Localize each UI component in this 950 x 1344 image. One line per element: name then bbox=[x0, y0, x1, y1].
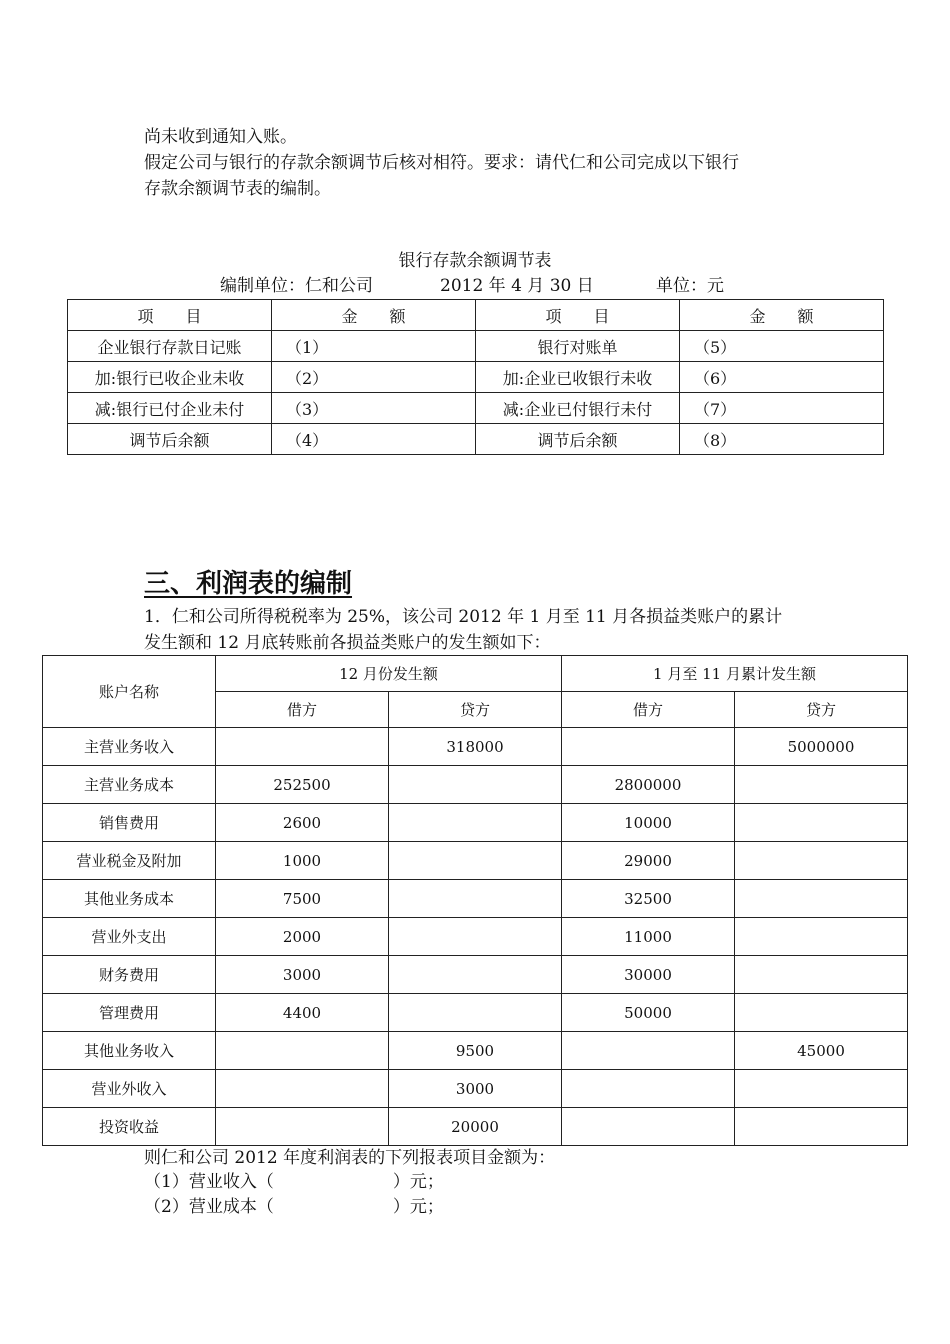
profit-cell bbox=[216, 1032, 389, 1070]
profit-cell: 45000 bbox=[735, 1032, 908, 1070]
profit-cell bbox=[735, 918, 908, 956]
table-row bbox=[43, 1070, 908, 1108]
profit-cell: 投资收益 bbox=[43, 1108, 216, 1146]
recon-cell: （2） bbox=[272, 362, 476, 393]
table-row bbox=[68, 362, 884, 393]
profit-cell bbox=[735, 1108, 908, 1146]
profit-cell bbox=[735, 804, 908, 842]
question-line-1: 1．仁和公司所得税税率为 25%，该公司 2012 年 1 月至 11 月各损益类账户的累计 bbox=[144, 607, 783, 627]
profit-cell bbox=[735, 842, 908, 880]
profit-cell: 30000 bbox=[562, 956, 735, 994]
table-row bbox=[43, 842, 908, 880]
table-row bbox=[43, 880, 908, 918]
recon-cell: 调节后余额 bbox=[476, 424, 680, 455]
recon-cell: （6） bbox=[680, 362, 884, 393]
profit-cell: 252500 bbox=[216, 766, 389, 804]
profit-header-credit: 贷方 bbox=[389, 692, 562, 728]
profit-cell bbox=[389, 956, 562, 994]
profit-cell bbox=[562, 1032, 735, 1070]
table-row bbox=[43, 956, 908, 994]
profit-cell bbox=[216, 1108, 389, 1146]
profit-cell: 营业外支出 bbox=[43, 918, 216, 956]
profit-cell bbox=[389, 994, 562, 1032]
profit-cell: 销售费用 bbox=[43, 804, 216, 842]
table-row bbox=[43, 804, 908, 842]
recon-cell: （4） bbox=[272, 424, 476, 455]
intro-line-2: 假定公司与银行的存款余额调节后核对相符。要求：请代仁和公司完成以下银行 bbox=[144, 153, 739, 173]
profit-header-row-1 bbox=[43, 656, 908, 692]
profit-cell bbox=[562, 1108, 735, 1146]
profit-cell: 2600 bbox=[216, 804, 389, 842]
profit-cell: 管理费用 bbox=[43, 994, 216, 1032]
table-row bbox=[43, 728, 908, 766]
profit-cell: 29000 bbox=[562, 842, 735, 880]
profit-cell: 7500 bbox=[216, 880, 389, 918]
recon-date: 2012 年 4 月 30 日 bbox=[440, 276, 594, 296]
intro-line-3: 存款余额调节表的编制。 bbox=[144, 179, 331, 199]
table-row bbox=[43, 1032, 908, 1070]
recon-cell: 加:银行已收企业未收 bbox=[68, 362, 272, 393]
recon-table bbox=[67, 299, 884, 455]
table-row bbox=[43, 766, 908, 804]
table-row bbox=[43, 994, 908, 1032]
table-row bbox=[43, 918, 908, 956]
profit-header-cumulative: 1 月至 11 月累计发生额 bbox=[562, 656, 908, 692]
profit-cell bbox=[735, 994, 908, 1032]
table-row bbox=[68, 331, 884, 362]
profit-cell: 3000 bbox=[216, 956, 389, 994]
after-item-1: （1）营业收入（ ）元； bbox=[144, 1172, 444, 1192]
profit-cell bbox=[735, 1070, 908, 1108]
recon-cell: （3） bbox=[272, 393, 476, 424]
profit-cell: 9500 bbox=[389, 1032, 562, 1070]
profit-cell: 32500 bbox=[562, 880, 735, 918]
recon-unit-label: 编制单位：仁和公司 bbox=[220, 276, 373, 296]
profit-cell bbox=[389, 880, 562, 918]
profit-cell: 20000 bbox=[389, 1108, 562, 1146]
profit-header-debit: 借方 bbox=[562, 692, 735, 728]
recon-title: 银行存款余额调节表 bbox=[398, 251, 552, 271]
recon-header-amount-left: 金 额 bbox=[272, 300, 476, 331]
profit-cell bbox=[389, 804, 562, 842]
table-row bbox=[68, 424, 884, 455]
recon-cell: 减:银行已付企业未付 bbox=[68, 393, 272, 424]
profit-cell: 营业外收入 bbox=[43, 1070, 216, 1108]
intro-line-1: 尚未收到通知入账。 bbox=[144, 127, 297, 147]
recon-header-item-left: 项 目 bbox=[68, 300, 272, 331]
profit-cell: 3000 bbox=[389, 1070, 562, 1108]
profit-cell: 4400 bbox=[216, 994, 389, 1032]
profit-cell: 11000 bbox=[562, 918, 735, 956]
recon-cell: （7） bbox=[680, 393, 884, 424]
profit-cell: 其他业务成本 bbox=[43, 880, 216, 918]
profit-header-credit: 贷方 bbox=[735, 692, 908, 728]
recon-header-amount-right: 金 额 bbox=[680, 300, 884, 331]
profit-header-debit: 借方 bbox=[216, 692, 389, 728]
profit-cell bbox=[216, 728, 389, 766]
profit-cell: 2000 bbox=[216, 918, 389, 956]
table-row bbox=[68, 393, 884, 424]
profit-cell: 其他业务收入 bbox=[43, 1032, 216, 1070]
after-line-1: 则仁和公司 2012 年度利润表的下列报表项目金额为： bbox=[144, 1148, 556, 1168]
profit-cell bbox=[562, 1070, 735, 1108]
profit-cell bbox=[389, 918, 562, 956]
table-row bbox=[43, 1108, 908, 1146]
profit-cell: 50000 bbox=[562, 994, 735, 1032]
profit-cell bbox=[216, 1070, 389, 1108]
profit-cell bbox=[389, 842, 562, 880]
profit-cell bbox=[389, 766, 562, 804]
profit-cell bbox=[562, 728, 735, 766]
section-title: 三、利润表的编制 bbox=[144, 569, 353, 599]
profit-cell: 1000 bbox=[216, 842, 389, 880]
recon-cell: （1） bbox=[272, 331, 476, 362]
recon-cell: 银行对账单 bbox=[476, 331, 680, 362]
profit-cell bbox=[735, 766, 908, 804]
profit-cell: 5000000 bbox=[735, 728, 908, 766]
question-line-2: 发生额和 12 月底转账前各损益类账户的发生额如下： bbox=[144, 633, 551, 653]
profit-cell: 营业税金及附加 bbox=[43, 842, 216, 880]
profit-cell: 主营业务成本 bbox=[43, 766, 216, 804]
profit-cell: 2800000 bbox=[562, 766, 735, 804]
recon-cell: （8） bbox=[680, 424, 884, 455]
recon-currency: 单位：元 bbox=[656, 276, 724, 296]
recon-header-item-right: 项 目 bbox=[476, 300, 680, 331]
recon-cell: 调节后余额 bbox=[68, 424, 272, 455]
profit-header-december: 12 月份发生额 bbox=[216, 656, 562, 692]
recon-cell: 企业银行存款日记账 bbox=[68, 331, 272, 362]
after-item-2: （2）营业成本（ ）元； bbox=[144, 1197, 444, 1217]
profit-table bbox=[42, 655, 908, 1146]
recon-header-row bbox=[68, 300, 884, 331]
profit-cell: 10000 bbox=[562, 804, 735, 842]
recon-cell: 减:企业已付银行未付 bbox=[476, 393, 680, 424]
profit-header-account: 账户名称 bbox=[43, 656, 216, 728]
recon-cell: （5） bbox=[680, 331, 884, 362]
profit-cell: 财务费用 bbox=[43, 956, 216, 994]
profit-cell: 318000 bbox=[389, 728, 562, 766]
recon-cell: 加:企业已收银行未收 bbox=[476, 362, 680, 393]
profit-cell bbox=[735, 880, 908, 918]
profit-cell bbox=[735, 956, 908, 994]
profit-cell: 主营业务收入 bbox=[43, 728, 216, 766]
